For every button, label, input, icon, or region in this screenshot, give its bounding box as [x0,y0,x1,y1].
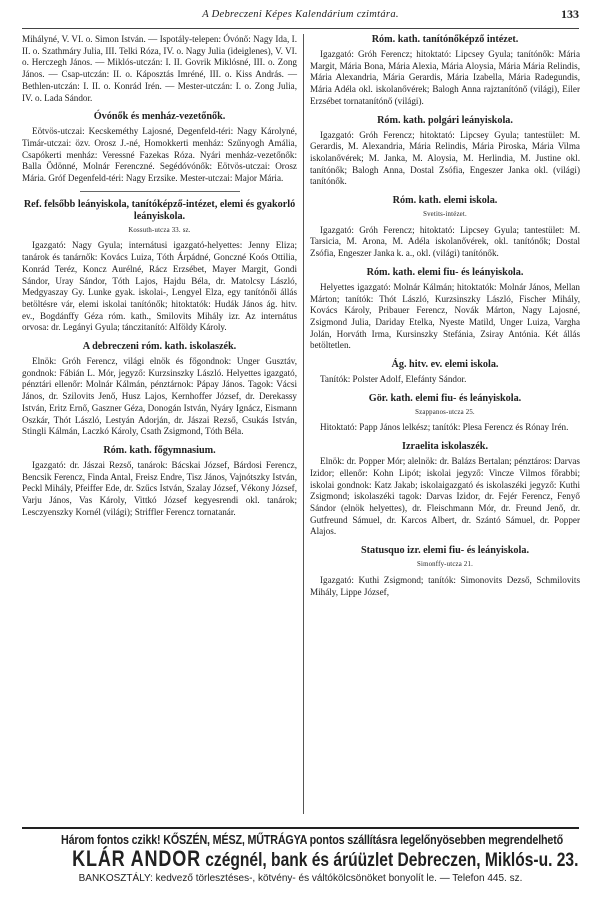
section-title: Gör. kath. elemi fiu- és leányiskola. [368,392,522,404]
ad-line-2 [72,846,579,871]
section-address: Szappanos-utcza 25. [415,408,475,416]
section-text: Igazgató: Nagy Gyula; internátusi igazgató-helyettes: Jenny Eliza; tanárok és tanárnők: Kovács Luiza, Tóth Árpádné, Gonczné Koós Ottilia, Konrád Teréz, Koncz Aurélné, Rácz Erzsébet, Mayer Margit, Gondi Sándor, Uray Sándor, Tóth Lajos, Hajdu Béla, dr. Matolcsy László, Medgyaszay Gy. Lunke gyak. iskolai-, Lengyel Elza, egy tanítónői állás betöltésre vár, elemi iskolai tanítónők; hitoktatók: Hudák János ág. hitv. ev., Bogdánffy Géza róm. kath., Smilovits Mihály izr. Az internátus orvosa: dr. Legányi Gyula; tánczitanító: Alföldy Károly. [22,240,297,333]
section-text: Igazgató: Gróh Ferencz; hitoktató: Lipcsey Gyula; tanítónők: Mária Margit, Mária Bona, Mária Alexia, Mária Aloysia, Mária Mária Relindis, Mária Alexandria, Mária Gerardis, Mária Izabella, Mária Radegundis, Mária Adéla okl. iskolanővérek; Balogh Anna rajztanítónő (világi), Eiler Erzsébet tornatanítónő (világi). [310,49,580,106]
ad-line-1: Három fontos czikk! KŐSZÉN, MÉSZ, MŰTRÁGYA pontos szállításra legelőnyösebben megrendelhető [60,833,564,847]
right-column [310,34,580,602]
section-text: Igazgató: dr. Jászai Rezső, tanárok: Bácskai József, Bárdosi Ferencz, Bencsik Ferencz, Finda Antal, Freisz Endre, Tisz János, Vajnótszky István, Peckl Mihály, Pfeiffer Ede, dr. Szűcs István, Szalay József, Vékony József, Varju János, Vas Károly, Vittkó József kegyesrendi okl. tanárok; Lesczyenszky Kornél (világi); Striffler Ferencz tornatanár. [22,459,297,517]
section-text: Elnök: Gróh Ferencz, világi elnök és főgondnok: Unger Gusztáv, gondnok: Fábián L. Mór, jegyző: Kurzsinszky László. Helyettes igazgató, pénztári ellenőr: Molnár Kálmán, pénztárnok: Pápay János. Tagok: Vácsi János, dr. Szilovits Jenő, Husz Lajos, Kernhoffer József, dr. Derekassy István, Eritz Ernő, Gaszner Géza, Donogán István, Nyáry Ignácz, Eismann Oszkár, Thót László, Lestyán Adorján, dr. Jászai Rezső, Csukás István, Stingli Kálmán, Laczkó Károly, Csath Zsigmond, Tóth Béla. [22,356,297,437]
page-number: 133 [561,7,579,21]
divider-rule [80,191,240,192]
section-title: Róm. kath. elemi iskola. [392,195,498,207]
section-title: Róm. kath. elemi fiu- és leányiskola. [366,266,524,278]
section-title: Róm. kath. főgymnasium. [103,444,216,456]
left-column [22,34,297,523]
section-title: Róm. kath. polgári leányiskola. [377,114,513,126]
ad-line-3: BANKOSZTÁLY: kedvező törlesztéses-, kötvény- és váltókölcsönöket bonyolít le. — Telefon 445. sz. [78,873,523,884]
section-text: Elnök: dr. Popper Mór; alelnök: dr. Balázs Bertalan; pénztáros: Darvas Izidor; ellenőr: Kohn Lipót; iskolai jegyző: Vincze Vilmos főrabbi; iskolai gondnok: Katz Jakab; iskolaigazgató és iskolaszéki jegyző: Kuthi Zsigmond; iskolaszéki tagok: Darvas Izidor, dr. Fejér Ferencz, Fenyő Sándor (elnök helyettes), dr. Fleischmann Mór, dr. Freund Jenő, dr. Gutfreund Sámuel, dr. Karcos Albert, dr. Szántó Sámuel, dr. Popper Alajos. [310,456,580,537]
section-title: Ref. felsőbb leányiskola, tanítóképző-intézet, elemi és gyakorló leányiskola. [23,198,296,222]
advertisement-box [22,827,579,895]
ad-company-details: czégnél, bank és árúüzlet Debreczen, Miklós-u. 23. [200,850,579,871]
section-title: A debreczeni róm. kath. iskolaszék. [82,341,237,353]
section-text: Igazgató: Kuthi Zsigmond; tanítók: Simonovits Dezső, Schmilovits Mihály, Lippe József, [310,574,580,597]
section-text: Igazgató: Gróh Ferencz; hitoktató: Lipcsey Gyula; tantestület: M. Tarsicia, M. Arona, M. Adéla iskolanővérek, okl. tanítónők; Dostal Zsófia, Engeszer Janka k. a., okl. (világi) tanítónők. [310,224,580,259]
running-header [22,6,579,29]
section-title: Statusquo izr. elemi fiu- és leányiskola. [360,545,529,557]
section-title: Izraelita iskolaszék. [401,441,489,453]
section-text: Eötvös-utczai: Kecskeméthy Lajosné, Degenfeld-téri: Nagy Károlyné, Timár-utczai: özv. Orosz J.-né, Homokkerti menház: Szűnyogh Amália, Csapókerti menház: Veressné Fazekas Róza. Nyári menház-vezetőnők: Balla Ödönné, Molnár Ferenczné. Segédóvónők: Eötvös-utczai: Orosz Mária. Gróf Degenfeld-téri: Nagy Erzsike. Mester-utczai: Major Mária. [22,126,297,184]
column-divider [303,34,304,814]
section-text: Helyettes igazgató: Molnár Kálmán; hitoktatók: Molnár János, Mellan Márton; tanítók: Thót László, Kurzsinszky László, Fischer Mihály, Kovács Károly, Pribauer Ferencz, Novák Márton, Nagy Lajosné, Zsigmond Julia, Dariday Etelka, Nyeste Matild, Unger Luiza, Vargha Jolán, Horváth Irma, Kursinszky Stefánia, Zsiray Antónia. Két állás betöltetlen. [310,281,580,351]
intro-paragraph: Mihályné, V. VI. o. Simon István. — Ispotály-telepen: Óvónő: Nagy Ida, I. II. o. Szathmáry Julia, III. Telki Róza, IV. o. Nagy Julia (ideiglenes), V. VI. o. Herczegh János. — Miklós-utczán: I. II. Govrik Miklósné, III. o. Zong János. — Csap-utczán: II. o. Káposztás Imréné, III. o. Kiss András. — Bethlen-utczán: I. II. o. Konrád Irén. — Mester-utczán: I. o. Zong Julia, IV. o. Lada Sándor. [22,34,297,103]
section-address: Kossuth-utcza 33. sz. [128,226,191,234]
ad-company-name: KLÁR ANDOR [72,846,201,871]
section-title: Ág. hitv. ev. elemi iskola. [391,359,499,371]
section-address: Svetits-intézet. [423,211,467,219]
section-title: Óvónők és menház-vezetőnők. [93,111,226,123]
section-address: Simonffy-utcza 21. [417,561,473,569]
header-title: A Debreczeni Képes Kalendárium czimtára. [202,9,399,20]
section-text: Tanítók: Polster Adolf, Elefánty Sándor. [320,374,467,385]
section-title: Róm. kath. tanítónőképző intézet. [371,34,519,45]
section-text: Hitoktató: Papp János lelkész; tanítók: Plesa Ferencz és Rónay Irén. [320,422,569,433]
section-text: Igazgató: Gróh Ferencz; hitoktató: Lipcsey Gyula; tantestület: M. Gerardis, M. Alexandria, Mária Relindis, Mária Piroska, Mária Vilma iskolanővérek; M. Janka, M. Aloysia, M. Herlindia, M. Justine okl. tanítónők; Balogh Anna, Dostal Zsófia, Engeszer Janka okl. (világi) tanítónők. [310,129,580,187]
